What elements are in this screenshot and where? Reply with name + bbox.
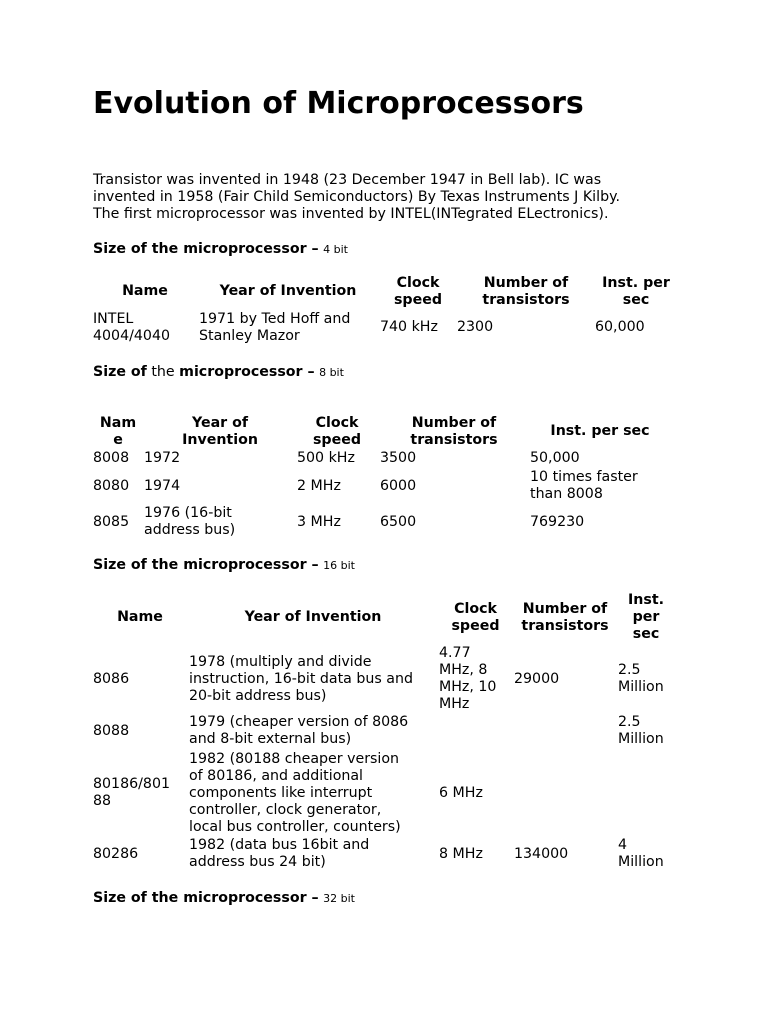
table-cell-transistors: 29000 xyxy=(514,671,560,687)
column-header-year: Year of Invention xyxy=(219,283,357,299)
column-header-inst: Inst. per sec xyxy=(628,592,664,642)
table-cell-transistors: 3500 xyxy=(380,450,417,466)
table-cell-name: 80286 xyxy=(93,846,139,862)
table-cell-inst: 50,000 xyxy=(530,450,580,466)
section-heading-16bit: Size of the microprocessor – 16 bit xyxy=(93,557,355,573)
table-cell-name: 8086 xyxy=(93,671,130,687)
column-header-name: Name xyxy=(117,609,163,625)
table-cell-name: 8008 xyxy=(93,450,130,466)
column-header-transistors: Number of transistors xyxy=(521,601,609,634)
table-cell-transistors: 6500 xyxy=(380,514,417,530)
column-header-clock: Clock speed xyxy=(312,415,361,448)
table-cell-year: 1971 by Ted Hoff and Stanley Mazor xyxy=(199,311,351,344)
column-header-inst: Inst. per sec xyxy=(550,423,650,439)
table-cell-year: 1982 (80188 cheaper version of 80186, and additional components like interrupt controller, clock generator, local bus controller, counters) xyxy=(189,751,401,835)
table-cell-transistors: 2300 xyxy=(457,319,494,335)
column-header-name: Nam e xyxy=(99,415,137,448)
table-cell-year: 1976 (16-bit address bus) xyxy=(144,505,236,538)
table-cell-clock: 500 kHz xyxy=(297,450,355,466)
table-cell-year: 1978 (multiply and divide instruction, 16-bit data bus and 20-bit address bus) xyxy=(189,654,413,704)
table-cell-inst: 10 times faster than 8008 xyxy=(530,469,638,502)
intro-paragraph xyxy=(93,172,693,223)
table-cell-clock: 740 kHz xyxy=(380,319,438,335)
column-header-inst: Inst. per sec xyxy=(602,275,670,308)
table-cell-transistors: 134000 xyxy=(514,846,569,862)
table-cell-clock: 8 MHz xyxy=(439,846,483,862)
table-cell-name: 8088 xyxy=(93,723,130,739)
table-cell-clock: 6 MHz xyxy=(439,785,483,801)
intro-line: invented in 1958 (Fair Child Semiconductors) By Texas Instruments J Kilby. xyxy=(93,189,620,205)
table-cell-year: 1972 xyxy=(144,450,181,466)
table-cell-year: 1979 (cheaper version of 8086 and 8-bit external bus) xyxy=(189,714,409,747)
table-cell-inst: 4 Million xyxy=(618,837,664,870)
table-cell-clock: 4.77 MHz, 8 MHz, 10 MHz xyxy=(439,645,497,712)
table-cell-clock: 2 MHz xyxy=(297,478,341,494)
page-title: Evolution of Microprocessors xyxy=(93,86,584,121)
table-cell-name: 80186/801 88 xyxy=(93,776,170,809)
table-cell-inst: 2.5 Million xyxy=(618,662,664,695)
table-cell-name: 8085 xyxy=(93,514,130,530)
column-header-year: Year of Invention xyxy=(244,609,382,625)
table-cell-year: 1974 xyxy=(144,478,181,494)
intro-line: The first microprocessor was invented by INTEL(INTegrated ELectronics). xyxy=(93,206,609,222)
section-heading-32bit: Size of the microprocessor – 32 bit xyxy=(93,890,355,906)
section-heading-8bit: Size of the microprocessor – 8 bit xyxy=(93,364,344,380)
table-cell-inst: 60,000 xyxy=(595,319,645,335)
column-header-transistors: Number of transistors xyxy=(482,275,570,308)
table-cell-inst: 769230 xyxy=(530,514,585,530)
table-cell-year: 1982 (data bus 16bit and address bus 24 bit) xyxy=(189,837,370,870)
column-header-year: Year of Invention xyxy=(182,415,258,448)
section-heading-4bit: Size of the microprocessor – 4 bit xyxy=(93,241,348,257)
table-cell-inst: 2.5 Million xyxy=(618,714,664,747)
table-cell-name: 8080 xyxy=(93,478,130,494)
table-cell-transistors: 6000 xyxy=(380,478,417,494)
table-cell-name: INTEL 4004/4040 xyxy=(93,311,170,344)
column-header-transistors: Number of transistors xyxy=(410,415,498,448)
column-header-clock: Clock speed xyxy=(451,601,500,634)
table-cell-clock: 3 MHz xyxy=(297,514,341,530)
column-header-clock: Clock speed xyxy=(393,275,442,308)
intro-line: Transistor was invented in 1948 (23 December 1947 in Bell lab). IC was xyxy=(93,172,602,188)
column-header-name: Name xyxy=(122,283,168,299)
